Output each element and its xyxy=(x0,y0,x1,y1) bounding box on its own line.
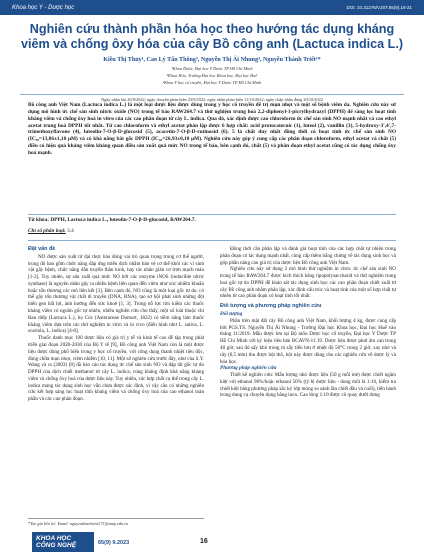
body-column-left xyxy=(28,246,204,403)
article-title: Nghiên cứu thành phần hóa học theo hướng tác dụng kháng viêm và chống ôxy hóa của cây Bồ công anh (Lactuca indica L.) xyxy=(20,22,404,51)
abstract: Bồ công anh Việt Nam (Lactuca indica L.) là một loại dược liệu được dùng trong y học cổ truyền để trị mụn nhọt và một số bệnh viêm da. Nghiên cứu này sử dụng mô hình ức chế sản sinh nitric oxide (NO) trong tế bào RAW264.7 và thử nghiệm trung hoà 2,2-diphenyl-1-picrylhydrazyl (DPPH) để sàng lọc hoạt tính kháng viêm và chống ôxy hoá in vitro của các cao phân đoạn từ cây L. indica. Qua đó, xác định được cao chloroform ức chế sản sinh NO mạnh nhất và cao ethyl acetat trung hoà DPPH tốt nhất. Từ cao chloroform và ethyl acetat phân lập được 6 hợp chất: acid protocatecuic (1), luteol (2), vanillin (3), 5-hydroxy-3',4',7-trimethoxyflavone (4), luteolin-7-O-β-D-glucosid (5), acacetin-7-O-β-D-rutinosid (6). 5 là chất duy nhất đồng thời có hoạt tính ức chế sản sinh NO (IC₅₀=13,86±1,10 μM) và có khả năng bắt gốc DPPH (IC₅₀=26,93±0,10 μM). Nghiên cứu này góp ý cung cấp các phân đoạn chloroform, ethyl acetat và chất (5) điều có hiệu quả kháng viêm kháng quan điều sản xuất quả mức NO trong tế bào, bên cạnh đó, chất (5) và phân đoạn ethyl acetat cũng có tác dụng chống ôxy hoá mạnh. xyxy=(28,102,396,156)
classification-label: Chỉ số phân loại: xyxy=(28,228,66,234)
classification-value: 3.4 xyxy=(67,228,74,234)
section-divider xyxy=(28,240,396,241)
paragraph: Đồng thời cần phân lập và đánh giá hoạt tính của các hợp chất tự nhiên trong phân đoạn có tác dụng mạnh nhất, cùng cấp thêm bằng chứng về tác dụng sinh học và góp phần nâng cao giá trị của dược liệu Bồ công anh Việt Nam. xyxy=(220,246,396,266)
subsection-title-subjects: Đối tượng xyxy=(220,311,243,318)
section-title-intro: Đặt vấn đề xyxy=(28,246,56,252)
issue-number: 65(9) 9.2023 xyxy=(98,540,130,546)
journal-section: Khoa học Y - Dược học xyxy=(12,4,75,11)
affiliation-1: ¹Khoa Dược, Đại học Y Dược TP Hồ Chí Minh xyxy=(171,66,253,71)
body-column-right xyxy=(220,246,396,399)
section-title-methods: Đối tượng và phương pháp nghiên cứu xyxy=(220,303,322,310)
logo-line-2: CÔNG NGHỆ xyxy=(36,542,77,549)
paragraph: Thiết kế nghiên cứu: Mẫu lượng nhỏ được liệu (50 g mỗi mẻ) được chiết ngâm kiệt với ethanol 96%/hoặc ethanol 50% (tỷ lệ dược liệu - dung môi là 1:10, kiểm tra chiết kiệt bằng phương pháp sắc ký lớp mỏng so sánh lần chiết đầu và cuối), tiến hành trong dung cụ chuyên dụng bằng inox. Cao lỏng 1:10 được cô quay dưới dưng xyxy=(220,372,396,399)
logo-line-1: KHOA HỌC xyxy=(36,535,72,542)
page-number: 16 xyxy=(200,538,208,545)
authors: Kiều Thị Thủy¹, Cao Lý Tấn Thông², Nguyễn Thị Ái Nhung³, Nguyễn Thành Triết¹* xyxy=(103,57,321,63)
article-dates: Ngày nhận bài 20/9/2022; ngày chuyển phản biện 23/9/2022; ngày nhận phản biện 11/10/2022; ngày chấp nhận đăng 20/10/2022 xyxy=(20,94,404,102)
affiliation-2: ²Khoa Hóa, Trường Đại học Khoa học, Đại học Huế xyxy=(166,73,258,78)
journal-logo xyxy=(32,532,94,552)
paragraph: Thuốc danh mục 100 dược liệu có giá trị y tế và kinh tế cao để tập trung phát triển giai đoạn 2020-2030 của Bộ Y tế [9], Bồ công anh Việt Nam còn là một dược liệu được dùng phổ biến trong y học cổ truyền, với công dụng thanh nhiệt tiêu độc, dùng chữa mụn nhọt, viêm nhiễm [10, 11]. Một số nghiên cứu trước đây, như của S.Y. Wang và cs (2003) [8] đã báo cáo tác dụng ức chế sản sinh NO và dập tắt gốc tự do DPPH của dịch chiết methanol từ cây L. indica, cùng khảng định khả năng kháng viêm và chống ôxy hoá của dược liệu này. Tuy nhiên, các hợp chất cụ thể trong cây L. indica mang tác dụng sinh học vẫn chưa được xác định, vì vậy cần có những nghiên cứu kết hợp sàng lọc hoạt tính kháng viêm và chống ôxy hoá của cao ethanol toàn phần và các cao phân đoạn. xyxy=(28,335,204,403)
keywords-line xyxy=(28,214,396,223)
paragraph: NO được sản xuất từ đại thực bào đóng vai trò quan trọng trong cơ thể người, trong đó bao gồm chức năng đáp ứng miễn dịch nhằm bảo vệ cơ thể khỏi các vi sinh vật gây bệnh, chức năng dẫn truyền thần kinh, hay tác nhân giãn cơ trơn mạch máu [1-2]. Tuy nhiên, sự sản xuất quá mức NO bởi các enzyme iNOS (inducible nitric synthase) là nguyên nhân gây ra nhiều bệnh liên quan đến viêm như xúc nhiễm khuẩn hoặc tổn thương các mô liên kết [3]. Bên cạnh đó, NO cũng là một loại gốc tự do, có thể gây tổn thương vật chất di truyền (DNA, RNA), tạo sơ hội phát sinh những đột biến gen bất lợi, ảnh hưởng đến sức khoẻ [1, 3]. Trong nỗ lực tìm kiếm các thuốc kháng viêm có nguồn gốc tự nhiên, nhiều nghiên cứu cho thấy, một số loài thuộc chi Rau diếp (Lactuca L.), họ Cúc (Asteraceae Dumort, 1822) có tiềm năng làm thuốc kháng viêm dựa trên các thử nghiệm in vitro và in vivo (điển hình như L. sativa, L. scariola, L. indica) [4-8]. xyxy=(28,253,204,335)
subsection-title-methods: Phương pháp nghiên cứu xyxy=(220,365,277,372)
classification-line xyxy=(28,228,396,234)
doi[interactable]: DOI: 10.31276/VJST.65(9).16-21 xyxy=(346,5,412,10)
corresponding-author-footnote: *Tác giả liên hệ: Email: nguyenthanhtriet171@ump.edu.vn xyxy=(28,518,204,526)
paragraph: Phần trên mặt đất cây Bồ công anh Việt Nam, khối lượng 4 kg, được cung cấp bởi PGS.TS. Nguyễn Thị Ái Nhung - Trường Đại học Khoa học, Đại học Huế vào tháng 11/2019. Mẫu được lưu tại Bộ môn Dược học cổ truyền, Đại học Y Dược TP Hồ Chí Minh với ký hiệu tiêu bản BCAVN-11.19. Dược liệu được phơi âm can trong 48 giờ, sau đó sấy khô trong tủ sấy tiểu lưu ở nhiệt độ 50°C trong 2 giờ, xay nhỏ và rây (0,5 mm) thu được bột thô, bột này được dùng cho các nghiên cứu về dược lý và hóa học. xyxy=(220,317,396,365)
keywords-value: DPPH, Lactuca indica L., luteolin-7-O-β-D-glucosid, RAW264.7. xyxy=(50,217,196,223)
paragraph: Nghiên cứu này sử dụng 2 mô hình thử nghiệm in vitro: ức chế sản sinh NO trong tế bào RAW264.7 được kích thích bằng lipopolysaccharid và thử nghiệm trung hoà gốc tự do DPPH để khảo sát tác dụng sinh học các cao phân đoạn chiết xuất từ cây Bồ công anh nhằm phân lập, xác định cấu trúc và hoạt tính của một số hợp chất tự nhiên từ cao phân đoạn có hoạt tính tốt nhất. xyxy=(220,266,396,300)
keywords-label: Từ khóa: xyxy=(28,217,49,223)
page-footer xyxy=(0,530,424,558)
journal-header xyxy=(0,0,424,15)
affiliation-3: ³Khoa Y học cổ truyền, Đại học Y Dược TP Hồ Chí Minh xyxy=(162,80,262,85)
